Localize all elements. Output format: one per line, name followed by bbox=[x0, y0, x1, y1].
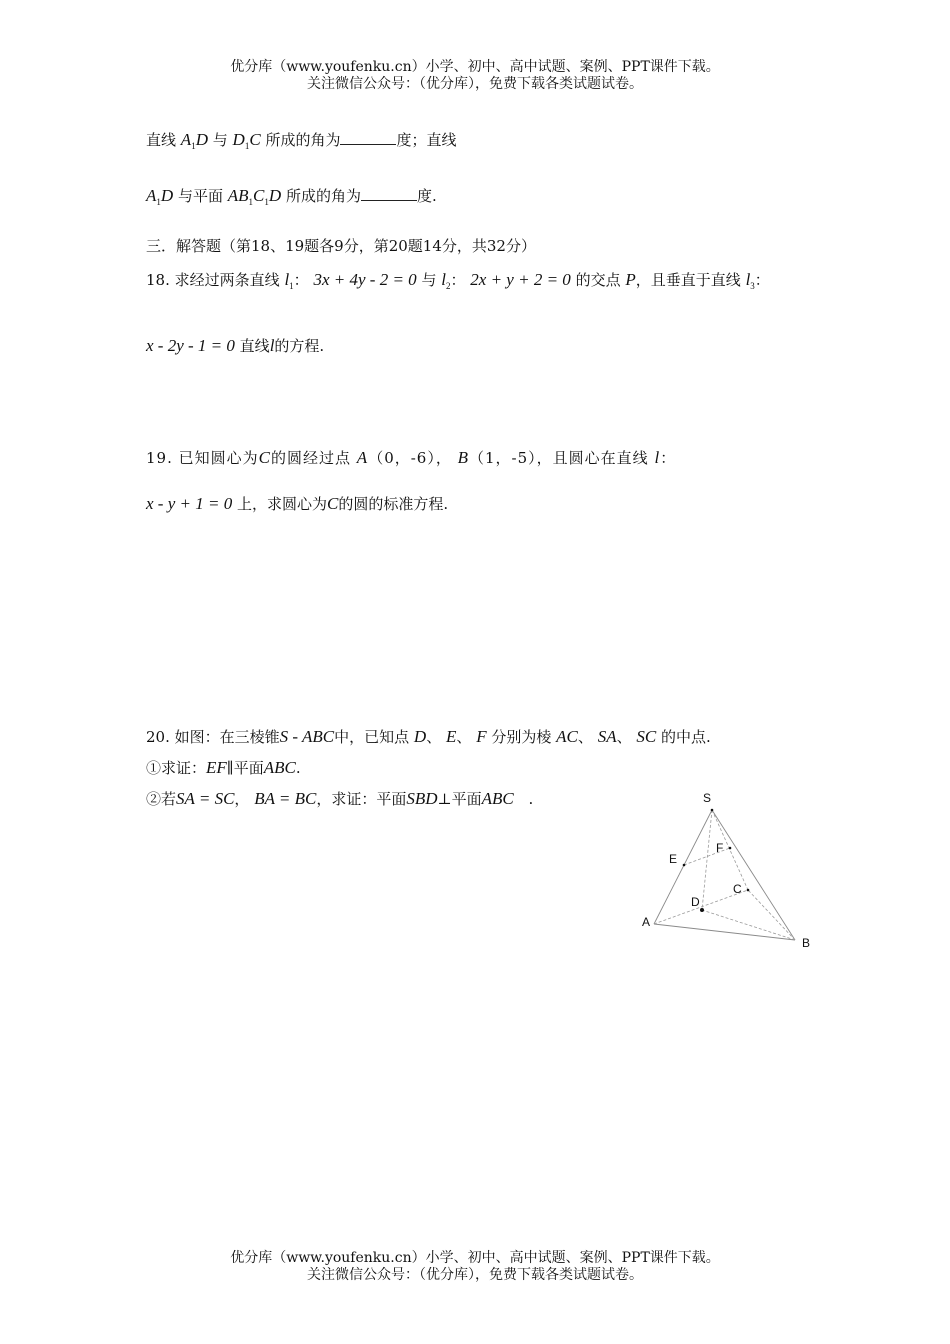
q17-text: 直线 bbox=[146, 131, 177, 149]
q17-text: 所成的角为 bbox=[265, 131, 341, 149]
label-c: C bbox=[733, 882, 742, 896]
edge-sb bbox=[712, 810, 795, 940]
q20-part2: ②若SA = SC， BA = BC，求证：平面SBD⊥平面ABC . bbox=[146, 789, 534, 808]
q20-part1: ①求证：EF∥平面ABC. bbox=[146, 758, 301, 777]
segment-a1d: $A_1D$ bbox=[146, 186, 174, 207]
edge-sa bbox=[654, 810, 712, 924]
question-number: 20. bbox=[146, 728, 170, 746]
q18-line2: x - 2y - 1 = 0 直线l的方程. bbox=[146, 336, 325, 355]
segment-a1d: $A_1D$ bbox=[180, 130, 208, 151]
label-s: S bbox=[703, 791, 712, 805]
pyramid-name: S - ABC bbox=[279, 727, 335, 746]
q17-text: 与 bbox=[212, 131, 228, 149]
point-a-coords: （0，-6）， bbox=[368, 449, 452, 467]
question-number: 18. bbox=[146, 271, 170, 289]
point-b: B bbox=[457, 448, 470, 467]
point-p: P bbox=[625, 270, 636, 289]
section-title: 三．解答题（第18、19题各9分，第20题14分，共32分） bbox=[146, 237, 536, 255]
point-f bbox=[729, 847, 732, 850]
page-header-line1: 优分库（www.youfenku.cn）小学、初中、高中试题、案例、PPT课件下载。 bbox=[230, 59, 720, 75]
point-b-coords: （1，-5）， bbox=[469, 449, 553, 467]
vertex-s bbox=[711, 809, 714, 812]
q17-text: 所成的角为 bbox=[285, 187, 361, 205]
equation-l1: 3x + 4y - 2 = 0 bbox=[313, 270, 417, 289]
point-d bbox=[700, 908, 704, 912]
answer-blank[interactable] bbox=[340, 130, 396, 145]
segment-d1c: $D_1C$ bbox=[232, 130, 261, 151]
page-footer-line2: 关注微信公众号：（优分库），免费下载各类试题试卷。 bbox=[307, 1267, 643, 1283]
pyramid-figure bbox=[636, 786, 816, 952]
q19-line1: 19. 已知圆心为C的圆经过点 A（0，-6）， B（1，-5），且圆心在直线 l： bbox=[146, 448, 677, 467]
q17-text: 度；直线 bbox=[396, 131, 457, 149]
q17-text: 度. bbox=[416, 187, 437, 205]
vertex-c bbox=[747, 889, 750, 892]
label-d: D bbox=[691, 895, 700, 909]
q17-line1 bbox=[146, 130, 456, 156]
q20-line1: 20. 如图：在三棱锥S - ABC中，已知点 D、 E、 F 分别为棱 AC、 SA、 SC 的中点. bbox=[146, 727, 711, 746]
label-b: B bbox=[802, 936, 811, 950]
edge-ab bbox=[654, 924, 795, 940]
q17-line2 bbox=[146, 186, 437, 212]
equation-l2: 2x + y + 2 = 0 bbox=[470, 270, 571, 289]
page-footer-line1: 优分库（www.youfenku.cn）小学、初中、高中试题、案例、PPT课件下载。 bbox=[230, 1250, 720, 1266]
equation-l3: x - 2y - 1 = 0 bbox=[146, 336, 235, 355]
q19-line2: x - y + 1 = 0 上，求圆心为C的圆的标准方程. bbox=[146, 494, 449, 513]
q18-line1: 18. 求经过两条直线 $l_1$： 3x + 4y - 2 = 0 与 $l_2$： 2x + y + 2 = 0 的交点 P，且垂直于直线 $l_3$： bbox=[146, 270, 770, 291]
equation-line-l: x - y + 1 = 0 bbox=[146, 494, 233, 513]
segment-sd bbox=[702, 810, 712, 910]
question-number: 19. bbox=[146, 449, 173, 467]
q17-text: 与平面 bbox=[177, 187, 223, 205]
point-e bbox=[683, 864, 686, 867]
edge-bc bbox=[748, 890, 795, 940]
answer-blank[interactable] bbox=[361, 186, 417, 201]
point-a: A bbox=[356, 448, 369, 467]
page-header-line2: 关注微信公众号：（优分库），免费下载各类试题试卷。 bbox=[307, 76, 643, 92]
plane-ab1c1d: $AB_1C_1D$ bbox=[227, 186, 282, 207]
label-f: F bbox=[716, 841, 724, 855]
label-e: E bbox=[669, 852, 678, 866]
label-a: A bbox=[642, 915, 651, 929]
